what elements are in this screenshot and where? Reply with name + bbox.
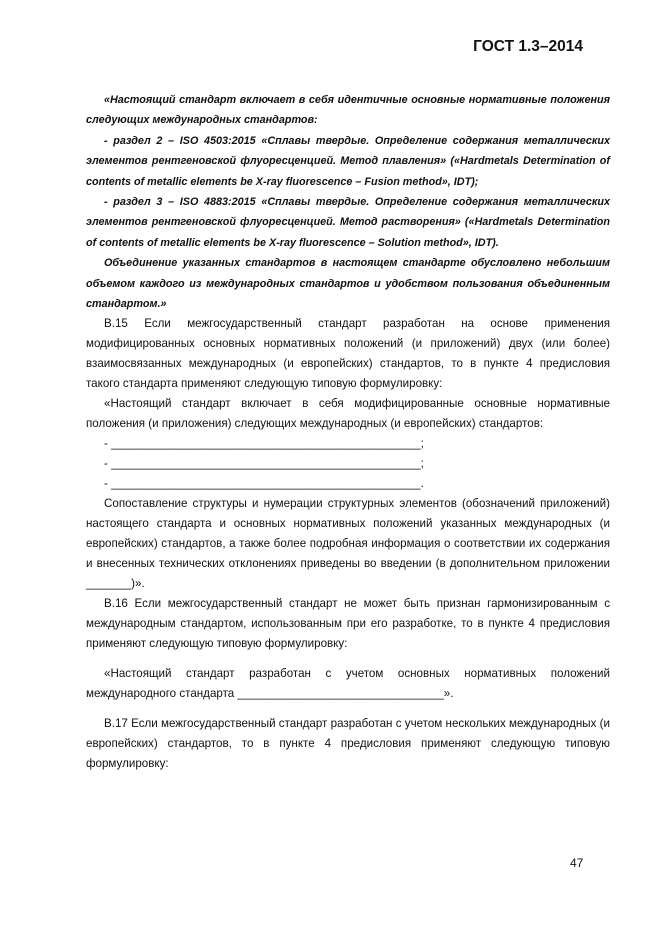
quote-item-section-2: - раздел 2 – ISO 4503:2015 «Сплавы твердые. Определение содержания металлических элементов рентгеновской флуоресценцией. Метод плавления» («Hardmetals Determination of contents of metallic elements be X-ray fluorescence – Fusion method», IDT); [86,134,610,188]
document-header: ГОСТ 1.3–2014 [473,38,583,55]
paragraph-b15: В.15 Если межгосударственный стандарт разработан на основе применения модифицированных основных нормативных положений (и приложений) двух (или более) взаимосвязанных международных (и европейских) стандартов, то в пункте 4 предисловия такого стандарта применяют следующую типовую формулировку: [86,317,610,391]
spacer [86,704,610,714]
quote-conclusion: Объединение указанных стандартов в настоящем стандарте обусловлено небольшим объемом каждого из международных стандартов и удобством пользования объединенным стандартом.» [86,257,610,311]
quote-intro-identical: «Настоящий стандарт включает в себя идентичные основные нормативные положения следующих международных стандартов: [86,94,610,127]
page-number: 47 [570,856,584,870]
quote-item-section-3: - раздел 3 – ISO 4883:2015 «Сплавы твердые. Определение содержания металлических элементов рентгеновской флуоресценцией. Метод растворения» («Hardmetals Determination of contents of metallic elements be X-ray fluorescence – Solution method», IDT). [86,196,610,249]
paragraph-comparison: Сопоставление структуры и нумерации структурных элементов (обозначений приложений) настоящего стандарта и основных нормативных положений указанных международных (и европейских) стандартов, а также более подробная информация о соответствии их содержания и внесенных технических отклонениях приведены во введении (в дополнительном приложении _______)». [86,497,610,591]
spacer [86,654,610,664]
blank-list-item-2: - ________________________________________________; [104,457,424,471]
page-body [86,90,610,774]
blank-list-item-1: - ________________________________________________; [104,437,424,451]
paragraph-b17: В.17 Если межгосударственный стандарт разработан с учетом нескольких международных (и европейских) стандартов, то в пункте 4 предисловия применяют следующую типовую формулировку: [86,717,610,771]
quote-b16-template: «Настоящий стандарт разработан с учетом основных нормативных положений международного стандарта ________________________________». [86,667,610,701]
paragraph-b16: В.16 Если межгосударственный стандарт не может быть признан гармонизированным с международным стандартом, использованным при его разработке, то в пункте 4 предисловия применяют следующую типовую формулировку: [86,597,610,651]
quote-modified-intro: «Настоящий стандарт включает в себя модифицированные основные нормативные положения (и приложения) следующих международных (и европейских) стандартов: [86,397,610,431]
blank-list-item-3: - ________________________________________________. [104,477,424,491]
